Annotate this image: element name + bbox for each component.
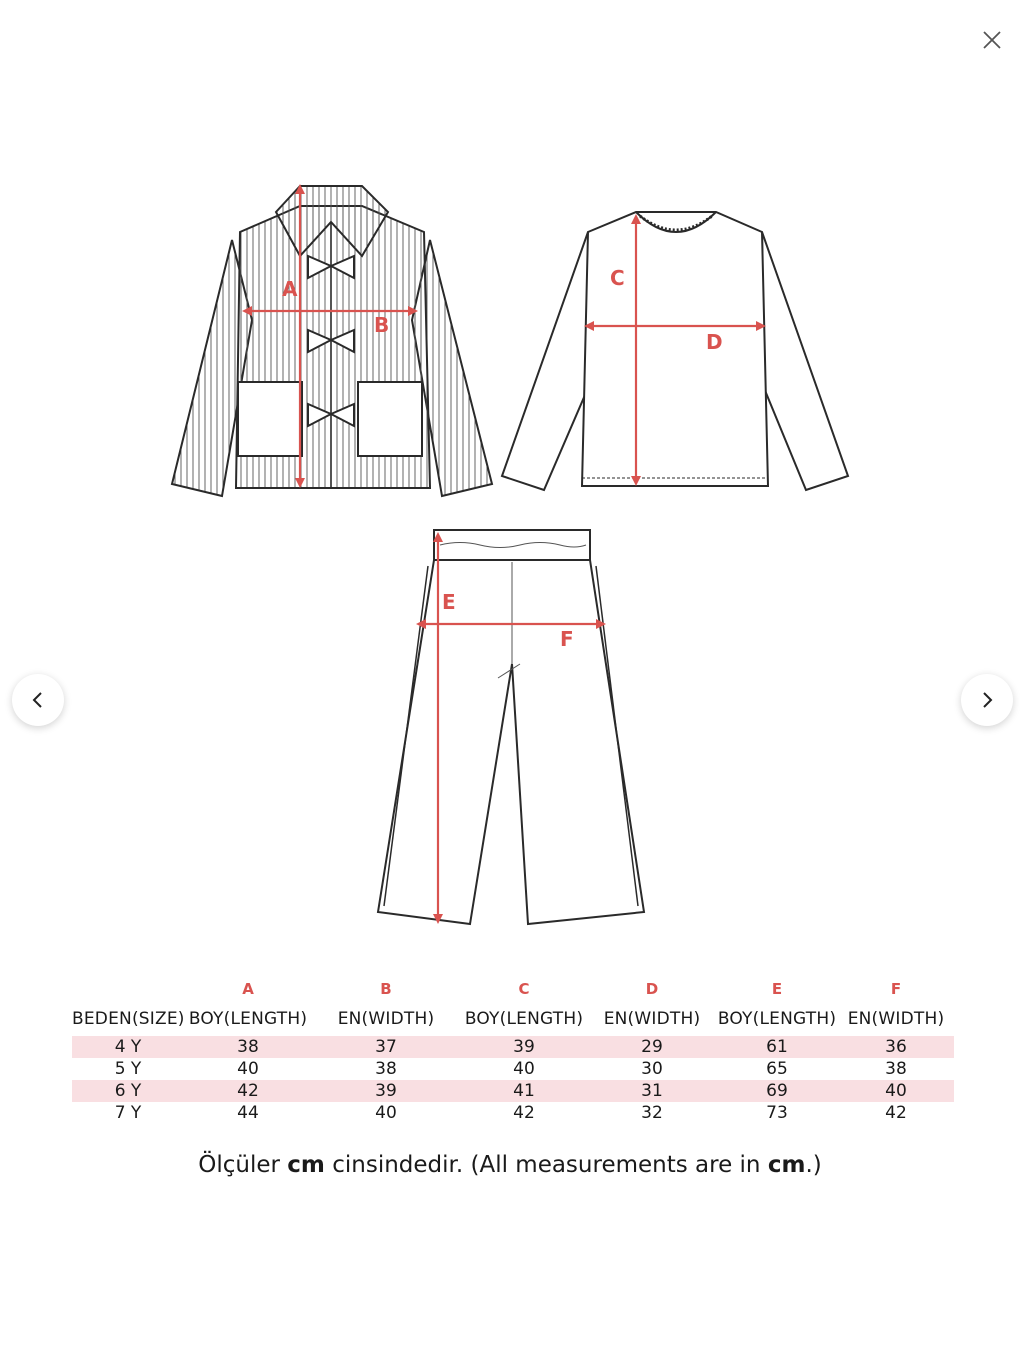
value-cell: 41: [460, 1080, 588, 1102]
column-header: EN(WIDTH): [337, 1009, 435, 1029]
column-header: EN(WIDTH): [603, 1009, 701, 1029]
table-row: [72, 1102, 954, 1124]
header-row: [72, 1002, 954, 1036]
value-cell: 65: [766, 1059, 788, 1079]
column-header: BOY(LENGTH): [188, 1009, 308, 1029]
value-cell: 69: [716, 1080, 838, 1102]
next-image-button[interactable]: [961, 674, 1013, 726]
value-cell: 31: [588, 1080, 716, 1102]
size-cell: 6 Y: [72, 1080, 184, 1102]
letter-cell: [72, 976, 184, 1002]
note-text: Ölçüler: [198, 1152, 288, 1178]
note-text: cinsindedir. (All measurements are in: [324, 1152, 768, 1178]
letter-cell: A: [242, 980, 254, 998]
measure-letter-row: [72, 976, 954, 1002]
value-cell: 40: [513, 1059, 535, 1079]
value-cell: 32: [641, 1103, 663, 1123]
close-icon: [981, 29, 1003, 51]
note-unit: cm: [767, 1152, 806, 1178]
column-header: BOY(LENGTH): [464, 1009, 584, 1029]
shirt-length-label: C: [610, 266, 625, 290]
value-cell: 42: [513, 1103, 535, 1123]
value-cell: 61: [716, 1036, 838, 1058]
jacket-length-label: A: [282, 277, 298, 301]
value-cell: 39: [312, 1080, 460, 1102]
value-cell: 42: [885, 1103, 907, 1123]
value-cell: 29: [588, 1036, 716, 1058]
jacket-width-label: B: [374, 313, 390, 337]
letter-cell: E: [771, 980, 783, 998]
table-row: [72, 1058, 954, 1080]
size-cell: 5 Y: [114, 1059, 142, 1079]
size-cell: 7 Y: [114, 1103, 142, 1123]
value-cell: 40: [237, 1059, 259, 1079]
size-chart-table: [72, 976, 954, 1124]
size-cell: 4 Y: [72, 1036, 184, 1058]
note-text: .): [805, 1152, 822, 1178]
letter-cell: D: [645, 980, 659, 998]
shirt-sketch: [498, 204, 854, 500]
value-cell: 44: [237, 1103, 259, 1123]
chevron-right-icon: [977, 690, 997, 710]
pants-length-label: E: [442, 590, 456, 614]
pants-width-label: F: [560, 627, 574, 651]
shirt-width-label: D: [706, 330, 723, 354]
table-row: [72, 1080, 954, 1102]
close-button[interactable]: [976, 24, 1008, 56]
chevron-left-icon: [28, 690, 48, 710]
value-cell: 40: [375, 1103, 397, 1123]
value-cell: 38: [184, 1036, 312, 1058]
letter-cell: B: [380, 980, 392, 998]
value-cell: 42: [184, 1080, 312, 1102]
value-cell: 39: [460, 1036, 588, 1058]
pants-sketch: [374, 524, 650, 930]
value-cell: 38: [375, 1059, 397, 1079]
measurement-note: [0, 1152, 1020, 1178]
column-header: BOY(LENGTH): [717, 1009, 837, 1029]
column-header: EN(WIDTH): [847, 1009, 945, 1029]
table-row: [72, 1036, 954, 1058]
column-header: BEDEN(SIZE): [72, 1009, 185, 1029]
letter-cell: F: [890, 980, 902, 998]
jacket-sketch: [160, 176, 510, 506]
value-cell: 38: [885, 1059, 907, 1079]
value-cell: 73: [766, 1103, 788, 1123]
value-cell: 37: [312, 1036, 460, 1058]
letter-cell: C: [518, 980, 530, 998]
previous-image-button[interactable]: [12, 674, 64, 726]
value-cell: 30: [641, 1059, 663, 1079]
note-unit: cm: [287, 1152, 325, 1178]
value-cell: 36: [838, 1036, 954, 1058]
value-cell: 40: [838, 1080, 954, 1102]
